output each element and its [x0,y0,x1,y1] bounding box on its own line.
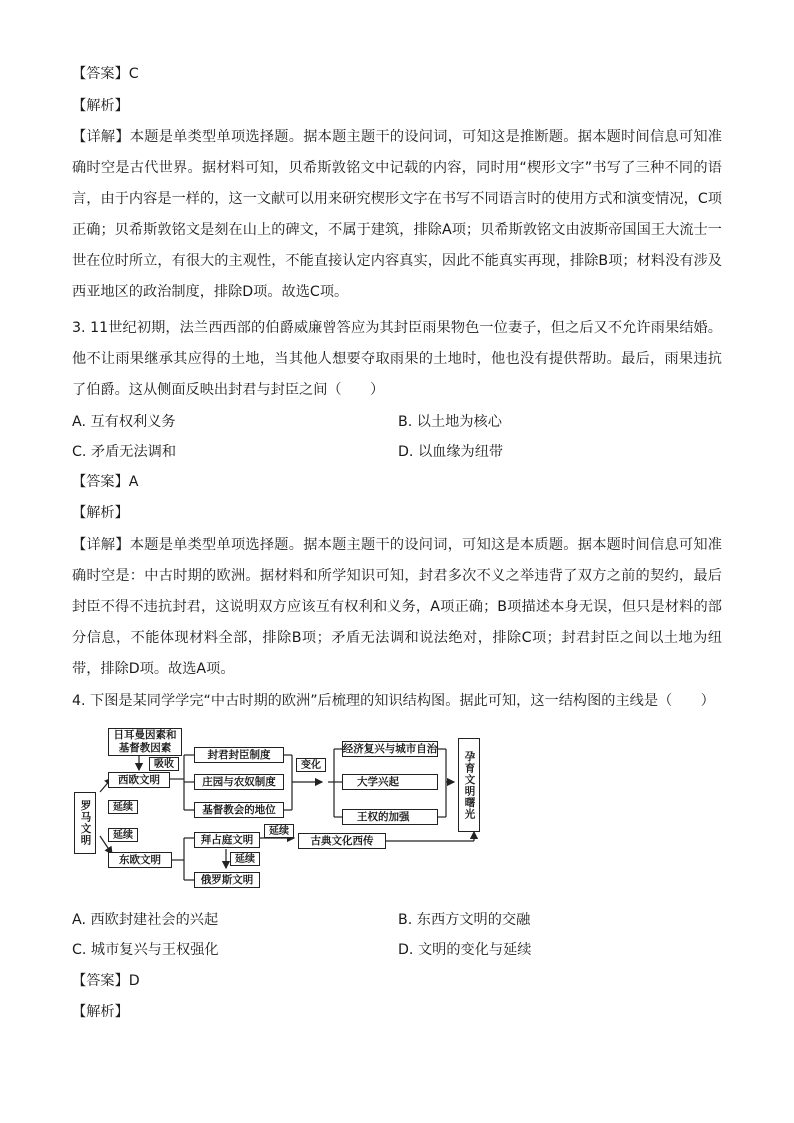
diagram-university-rise: 大学兴起 [342,774,438,790]
q3-answer: 【答案】A [72,474,139,490]
q3-analysis: 【解析】 [72,505,129,521]
q2-analysis: 【解析】 [72,98,129,114]
q4-option-b: B. 东西方文明的交融 [398,912,531,928]
diagram-feudal-system: 封君封臣制度 [194,747,284,763]
q3-option-a: A. 互有权利义务 [72,414,176,430]
q2-answer: 【答案】C [72,66,139,82]
diagram-label-continue-1: 延续 [108,800,138,814]
diagram-label-continue-2: 延续 [108,828,138,842]
diagram-church-status: 基督教会的地位 [194,802,284,818]
diagram-west-europe: 西欧文明 [108,772,170,788]
diagram-byzantine: 拜占庭文明 [194,832,260,848]
knowledge-structure-diagram [72,722,492,894]
q3-option-d: D. 以血缘为纽带 [398,444,504,460]
diagram-roman-civilization: 罗马文明 [74,792,96,854]
q3-detail-tag: 【详解】 [72,537,130,553]
diagram-label-continue-4: 延续 [230,852,260,866]
q2-detail-text: 本题是单类型单项选择题。据本题主题干的设问词，可知这是推断题。据本题时间信息可知准确时空是古代世界。据材料可知，贝希斯敦铭文中记载的内容，同时用“楔形文字”书写了三种不同的语言，由于内容是一样的，这一文献可以用来研究楔形文字在书写不同语言时的使用方式和演变情况，C项正确；贝希斯敦铭文是刻在山上的碑文，不属于建筑，排除A项；贝希斯敦铭文由波斯帝国国王大流士一世在位时所立，有很大的主观性，不能直接认定内容真实，因此不能真实再现，排除B项；材料没有涉及西亚地区的政治制度，排除D项。故选C项。 [72,129,722,300]
diagram-label-change: 变化 [296,758,326,772]
diagram-dawn-of-civilization: 孕育文明曙光 [458,738,480,832]
q3-option-c: C. 矛盾无法调和 [72,444,177,460]
diagram-germanic-christian-factors: 日耳曼因素和基督教因素 [108,728,182,756]
q4-option-a: A. 西欧封建社会的兴起 [72,912,219,928]
q3-detail [72,530,722,685]
q2-detail [72,122,722,308]
diagram-russia: 俄罗斯文明 [194,872,260,888]
q2-detail-tag: 【详解】 [72,129,130,145]
diagram-east-europe: 东欧文明 [108,852,172,868]
diagram-economy-city-autonomy: 经济复兴与城市自治 [342,741,438,757]
diagram-classical-culture-west: 古典文化西传 [298,833,386,849]
q3-stem: 3. 11世纪初期，法兰西西部的伯爵威廉曾答应为其封臣雨果物色一位妻子，但之后又不允许雨果结婚。他不让雨果继承其应得的土地，当其他人想要夺取雨果的土地时，他也没有提供帮助。最后，雨果违抗了伯爵。这从侧面反映出封君与封臣之间（ ） [72,320,722,398]
q4-option-c: C. 城市复兴与王权强化 [72,942,219,958]
q4-option-d: D. 文明的变化与延续 [398,942,532,958]
q4-analysis: 【解析】 [72,1004,129,1020]
q3-detail-text: 本题是单类型单项选择题。据本题主题干的设问词，可知这是本质题。据本题时间信息可知准确时空是：中古时期的欧洲。据材料和所学知识可知，封君多次不义之举违背了双方之前的契约，最后封臣不得不违抗封君，这说明双方应该互有权利和义务，A项正确；B项描述本身无误，但只是材料的部分信息，不能体现材料全部，排除B项；矛盾无法调和说法绝对，排除C项；封君封臣之间以土地为纽带，排除D项。故选A项。 [72,537,722,677]
diagram-manor-serfdom: 庄园与农奴制度 [194,774,284,790]
diagram-royal-power: 王权的加强 [342,809,438,825]
q4-stem: 4. 下图是某同学学完“中古时期的欧洲”后梳理的知识结构图。据此可知，这一结构图的主线是（ ） [72,693,715,709]
q3-option-b: B. 以土地为核心 [398,414,502,430]
diagram-label-continue-3: 延续 [264,824,294,838]
diagram-label-absorb: 吸收 [149,757,179,771]
q4-answer: 【答案】D [72,973,140,989]
